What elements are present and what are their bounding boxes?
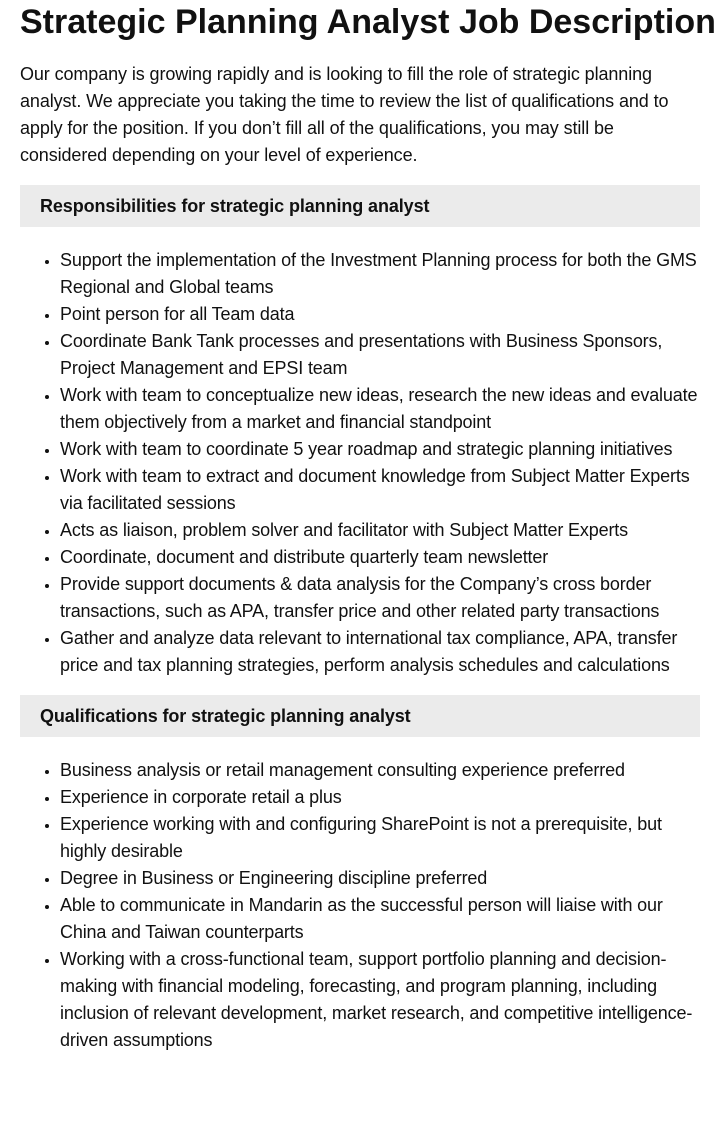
list-item: • Working with a cross-functional team, support portfolio planning and decision-making with financial modeling, forecasting, and program planning, including inclusion of relevant development, market research, and competitive intelligence-driven assumptions <box>60 946 700 1054</box>
list-item: • Business analysis or retail management consulting experience preferred <box>60 757 700 784</box>
list-item: • Acts as liaison, problem solver and facilitator with Subject Matter Experts <box>60 517 700 544</box>
page-title: Strategic Planning Analyst Job Description <box>20 3 716 41</box>
list-item: • Able to communicate in Mandarin as the successful person will liaise with our China and Taiwan counterparts <box>60 892 700 946</box>
list-item: • Degree in Business or Engineering discipline preferred <box>60 865 700 892</box>
list-item: • Work with team to coordinate 5 year roadmap and strategic planning initiatives <box>60 436 700 463</box>
list-item: • Coordinate Bank Tank processes and presentations with Business Sponsors, Project Management and EPSI team <box>60 328 700 382</box>
list-item: • Experience in corporate retail a plus <box>60 784 700 811</box>
responsibilities-heading: Responsibilities for strategic planning analyst <box>20 185 700 227</box>
list-item: • Coordinate, document and distribute quarterly team newsletter <box>60 544 700 571</box>
responsibilities-list <box>20 247 700 679</box>
qualifications-heading: Qualifications for strategic planning analyst <box>20 695 700 737</box>
list-item: • Point person for all Team data <box>60 301 700 328</box>
list-item: • Work with team to extract and document knowledge from Subject Matter Experts via facilitated sessions <box>60 463 700 517</box>
list-item: • Provide support documents & data analysis for the Company’s cross border transactions, such as APA, transfer price and other related party transactions <box>60 571 700 625</box>
list-item: • Support the implementation of the Investment Planning process for both the GMS Regional and Global teams <box>60 247 700 301</box>
qualifications-list <box>20 757 700 1054</box>
list-item: • Gather and analyze data relevant to international tax compliance, APA, transfer price and tax planning strategies, perform analysis schedules and calculations <box>60 625 700 679</box>
list-item: • Experience working with and configuring SharePoint is not a prerequisite, but highly desirable <box>60 811 700 865</box>
intro-paragraph: Our company is growing rapidly and is looking to fill the role of strategic planning analyst. We appreciate you taking the time to review the list of qualifications and to apply for the position. If you don’t fill all of the qualifications, you may still be considered depending on your level of experience. <box>20 64 669 165</box>
list-item: • Work with team to conceptualize new ideas, research the new ideas and evaluate them objectively from a market and financial standpoint <box>60 382 700 436</box>
